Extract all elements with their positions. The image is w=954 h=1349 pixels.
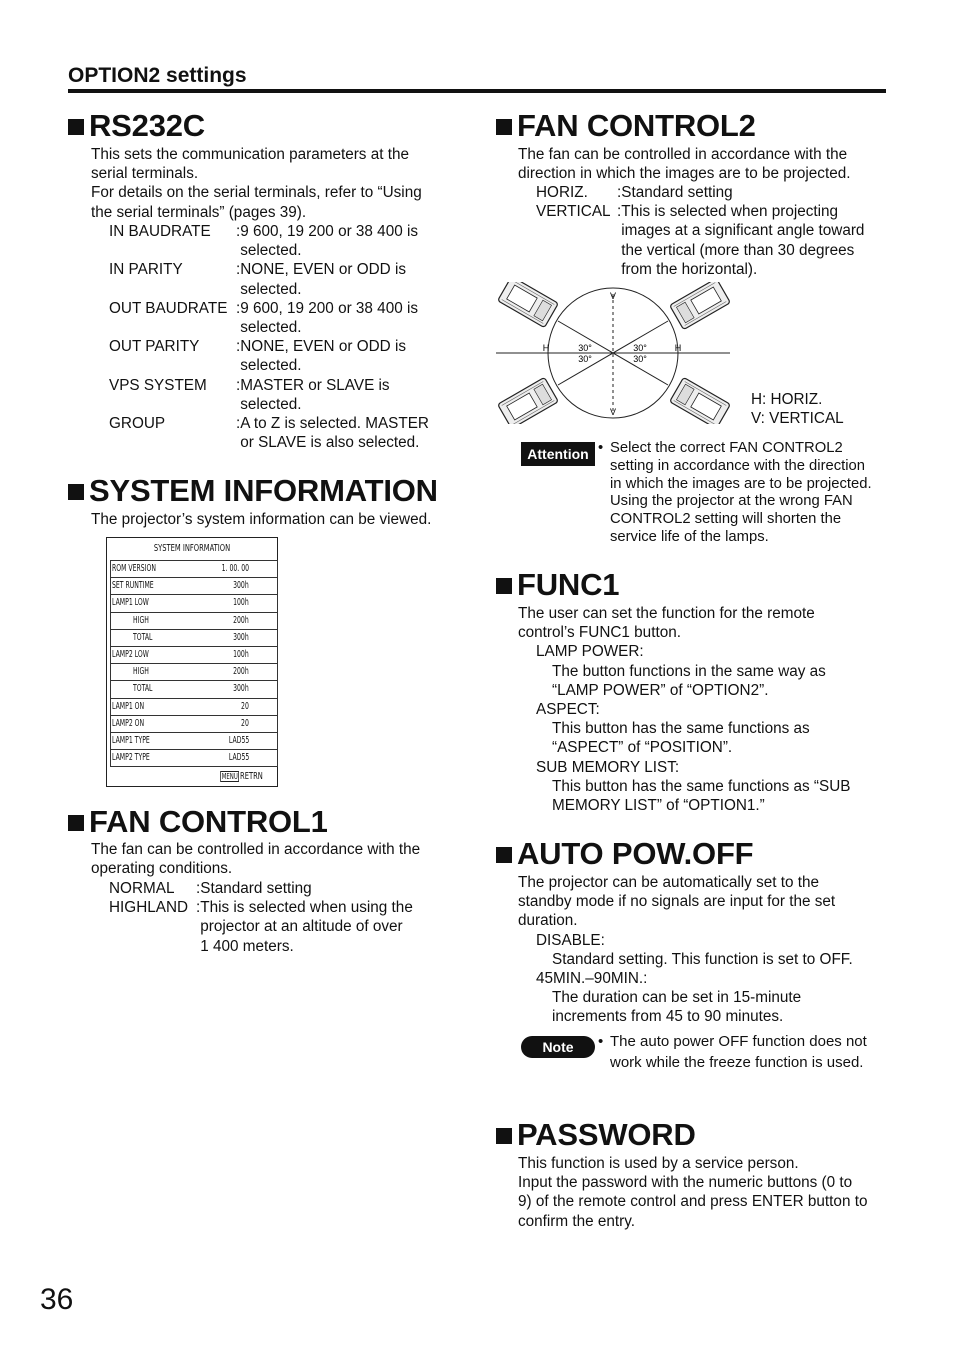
item-value: selected. — [240, 357, 302, 375]
func1-intro-line: The user can set the function for the remote — [518, 605, 815, 622]
angle-label: 30° — [578, 354, 592, 364]
item-sep: : — [196, 899, 201, 917]
item-value: projector at an altitude of over — [200, 918, 403, 936]
system-info-value: 300h — [233, 580, 249, 592]
rs232c-item — [109, 337, 454, 375]
diagram-legend — [751, 390, 844, 428]
system-info-value: 100h — [233, 597, 249, 609]
fan-control1-intro-line: operating conditions. — [91, 860, 233, 878]
return-label: RETRN — [240, 771, 263, 782]
item-value: NONE, EVEN or ODD is — [240, 261, 406, 279]
projector-icon — [670, 282, 731, 330]
fan-control2-intro-line: The fan can be controlled in accordance with the — [518, 146, 848, 163]
page-number: 36 — [40, 1283, 74, 1316]
screen-footer — [220, 771, 263, 782]
legend-vertical: V: VERTICAL — [751, 410, 844, 428]
system-info-label: SET RUNTIME — [112, 580, 154, 592]
rs232c-item — [109, 414, 454, 452]
system-info-label: HIGH — [133, 666, 149, 678]
item-value: selected. — [240, 242, 302, 260]
item-sep: : — [236, 338, 241, 356]
note-line: The auto power OFF function does not — [610, 1033, 867, 1050]
item-value: 1 400 meters. — [200, 937, 294, 955]
system-info-label: LAMP1 ON — [112, 700, 145, 712]
func1-item-line: The button functions in the same way as — [552, 662, 826, 680]
func1-intro-line: control’s FUNC1 button. — [518, 624, 681, 642]
func1-item-key: LAMP POWER: — [536, 643, 644, 661]
item-key: VPS SYSTEM — [109, 376, 207, 394]
password-body — [518, 1154, 898, 1231]
password-heading — [496, 1117, 696, 1153]
item-value: Standard setting — [621, 184, 733, 201]
item-sep: : — [236, 376, 241, 394]
system-information-screen — [106, 537, 278, 787]
item-sep: : — [196, 880, 201, 897]
fan-control2-intro — [518, 145, 898, 183]
system-info-row — [111, 733, 277, 750]
rs232c-item — [109, 299, 454, 337]
fan-control2-item — [536, 202, 896, 279]
auto-pow-off-item-line: The duration can be set in 15-minute — [552, 989, 802, 1007]
item-sep: : — [236, 415, 241, 433]
fan-control1-title: FAN CONTROL1 — [89, 804, 328, 839]
fan-control2-intro-line: direction in which the images are to be projected. — [518, 165, 851, 183]
item-key: NORMAL — [109, 880, 175, 897]
system-info-row — [111, 630, 277, 647]
func1-title: FUNC1 — [517, 567, 620, 602]
angle-label: 30° — [633, 354, 647, 364]
item-sep: : — [236, 223, 241, 240]
projector-icon — [498, 377, 559, 424]
item-key: IN BAUDRATE — [109, 223, 211, 240]
system-info-value: 1. 00. 00 — [221, 563, 249, 574]
password-title: PASSWORD — [517, 1117, 696, 1152]
note-badge: Note — [521, 1036, 595, 1058]
screen-title: SYSTEM INFORMATION — [153, 543, 231, 554]
system-info-value: 200h — [233, 666, 249, 678]
attention-note — [598, 440, 898, 547]
item-value: MASTER or SLAVE is — [240, 376, 390, 394]
item-value: from the horizontal). — [621, 260, 758, 278]
system-info-row — [111, 681, 277, 698]
h-label-left: H — [542, 343, 550, 353]
item-value: the vertical (more than 30 degrees — [621, 241, 855, 259]
fan-control1-item — [109, 898, 449, 956]
item-key: GROUP — [109, 415, 166, 433]
fan-control1-items — [109, 879, 449, 956]
square-bullet-icon — [496, 847, 512, 863]
system-info-row — [111, 750, 277, 767]
func1-item-line: This button has the same functions as — [552, 720, 810, 738]
note-line: work while the freeze function is used. — [610, 1053, 864, 1071]
orientation-diagram — [490, 282, 740, 424]
system-info-value: 200h — [233, 614, 249, 626]
system-info-label: ROM VERSION — [112, 563, 156, 574]
note-text — [598, 1032, 898, 1073]
system-info-label: LAMP1 TYPE — [112, 734, 150, 746]
system-info-value: 100h — [233, 648, 249, 660]
attention-line: service life of the lamps. — [610, 528, 769, 545]
system-info-label: HIGH — [133, 614, 149, 626]
system-info-row — [111, 716, 277, 733]
system-information-heading — [68, 473, 438, 509]
auto-pow-off-item-key: DISABLE: — [536, 931, 605, 949]
func1-item-line: “LAMP POWER” of “OPTION2”. — [552, 681, 769, 699]
password-line: confirm the entry. — [518, 1212, 636, 1230]
item-value: Standard setting — [200, 880, 312, 897]
square-bullet-icon — [68, 815, 84, 831]
system-info-row — [111, 664, 277, 681]
system-info-row — [111, 647, 277, 664]
auto-pow-off-heading — [496, 836, 753, 872]
func1-heading — [496, 567, 619, 603]
fan-control1-intro-line: The fan can be controlled in accordance with the — [91, 841, 421, 858]
square-bullet-icon — [496, 119, 512, 135]
v-label-top: V — [609, 291, 617, 301]
projector-icon — [498, 282, 559, 328]
system-info-label: LAMP2 ON — [112, 717, 145, 729]
item-value: This is selected when using the — [200, 899, 413, 917]
system-info-value: 300h — [233, 631, 249, 643]
square-bullet-icon — [496, 1128, 512, 1144]
bullet: • — [598, 440, 604, 456]
item-key: IN PARITY — [109, 261, 183, 279]
header-rule — [68, 89, 886, 93]
item-key: OUT BAUDRATE — [109, 299, 228, 317]
rs232c-item — [109, 376, 454, 414]
item-sep: : — [236, 299, 241, 317]
v-label-bottom: V — [609, 407, 617, 417]
h-label-right: H — [674, 343, 682, 353]
fan-control2-heading — [496, 108, 756, 144]
item-value: This is selected when projecting — [621, 203, 839, 221]
square-bullet-icon — [496, 578, 512, 594]
rs232c-intro-line: This sets the communication parameters at the — [91, 146, 409, 163]
item-sep: : — [617, 203, 622, 221]
section-header: OPTION2 settings — [68, 64, 247, 87]
rs232c-items — [109, 222, 454, 452]
func1-item-key: ASPECT: — [536, 701, 600, 719]
bullet: • — [598, 1033, 604, 1050]
item-value: selected. — [240, 395, 302, 413]
item-value: or SLAVE is also selected. — [240, 434, 420, 452]
item-value: 9 600, 19 200 or 38 400 is — [240, 299, 419, 317]
item-key: VERTICAL — [536, 203, 611, 221]
item-key: HORIZ. — [536, 184, 588, 201]
item-value: images at a significant angle toward — [621, 222, 865, 240]
attention-line: CONTROL2 setting will shorten the — [610, 511, 842, 528]
item-key: HIGHLAND — [109, 899, 189, 917]
item-key: OUT PARITY — [109, 338, 200, 356]
func1-item-key: SUB MEMORY LIST: — [536, 758, 680, 776]
system-info-row — [111, 561, 277, 578]
square-bullet-icon — [68, 484, 84, 500]
system-info-label: TOTAL — [133, 683, 153, 695]
rs232c-intro-line: serial terminals. — [91, 165, 199, 183]
rs232c-intro-line: For details on the serial terminals, refer to “Using — [91, 184, 422, 202]
item-value: 9 600, 19 200 or 38 400 is — [240, 223, 419, 240]
system-information-intro: The projector’s system information can be viewed. — [91, 511, 432, 528]
system-info-row — [111, 578, 277, 595]
angle-label: 30° — [633, 343, 647, 353]
attention-line: Select the correct FAN CONTROL2 — [610, 440, 843, 456]
item-sep: : — [617, 184, 622, 201]
fan-control2-items — [536, 183, 896, 279]
rs232c-item — [109, 222, 454, 260]
system-info-label: LAMP2 LOW — [112, 648, 149, 660]
item-value: selected. — [240, 319, 302, 337]
auto-pow-off-item-key: 45MIN.–90MIN.: — [536, 970, 648, 988]
auto-pow-off-body — [518, 873, 898, 1027]
fan-control2-item — [536, 183, 896, 202]
func1-item-line: This button has the same functions as “SUB — [552, 777, 851, 795]
square-bullet-icon — [68, 119, 84, 135]
projector-icon — [670, 377, 731, 424]
rs232c-title: RS232C — [89, 108, 205, 143]
system-info-value: LAD55 — [228, 752, 249, 764]
rs232c-intro — [91, 145, 461, 222]
system-info-row — [111, 595, 277, 612]
attention-line: in which the images are to be projected. — [610, 475, 872, 492]
legend-horiz: H: HORIZ. — [751, 391, 823, 408]
system-info-row — [111, 613, 277, 630]
system-info-label: LAMP2 TYPE — [112, 752, 150, 764]
auto-pow-off-title: AUTO POW.OFF — [517, 836, 754, 871]
attention-line: setting in accordance with the direction — [610, 457, 865, 474]
angle-label: 30° — [578, 343, 592, 353]
password-line: This function is used by a service person. — [518, 1155, 799, 1172]
fan-control1-heading — [68, 804, 328, 840]
item-value: selected. — [240, 280, 302, 298]
auto-pow-off-intro-line: standby mode if no signals are input for the set — [518, 893, 836, 911]
rs232c-item — [109, 260, 454, 298]
system-info-value: 20 — [241, 717, 249, 729]
screen-rows — [110, 560, 278, 767]
item-value: A to Z is selected. MASTER — [240, 415, 429, 433]
attention-badge: Attention — [521, 442, 595, 466]
system-info-row — [111, 699, 277, 716]
system-information-title: SYSTEM INFORMATION — [89, 473, 438, 508]
system-info-value: LAD55 — [228, 734, 249, 746]
auto-pow-off-intro-line: duration. — [518, 912, 578, 930]
item-value: NONE, EVEN or ODD is — [240, 338, 406, 356]
item-sep: : — [236, 261, 241, 279]
system-info-label: LAMP1 LOW — [112, 597, 149, 609]
password-line: 9) of the remote control and press ENTER button to — [518, 1193, 868, 1211]
fan-control1-intro — [91, 840, 461, 878]
system-info-value: 300h — [233, 683, 249, 695]
fan-control2-title: FAN CONTROL2 — [517, 108, 756, 143]
auto-pow-off-item-line: increments from 45 to 90 minutes. — [552, 1008, 784, 1026]
func1-item-line: MEMORY LIST” of “OPTION1.” — [552, 797, 765, 815]
func1-body — [518, 604, 898, 815]
menu-key-icon: MENU — [221, 772, 238, 781]
attention-line: Using the projector at the wrong FAN — [610, 493, 853, 510]
auto-pow-off-item-line: Standard setting. This function is set to OFF. — [552, 950, 853, 968]
system-info-label: TOTAL — [133, 631, 153, 643]
fan-control1-item — [109, 879, 449, 898]
rs232c-intro-line: the serial terminals” (pages 39). — [91, 203, 307, 221]
rs232c-heading — [68, 108, 205, 144]
password-line: Input the password with the numeric buttons (0 to — [518, 1174, 853, 1192]
system-info-value: 20 — [241, 700, 249, 712]
auto-pow-off-intro-line: The projector can be automatically set to the — [518, 874, 820, 891]
func1-item-line: “ASPECT” of “POSITION”. — [552, 739, 733, 757]
